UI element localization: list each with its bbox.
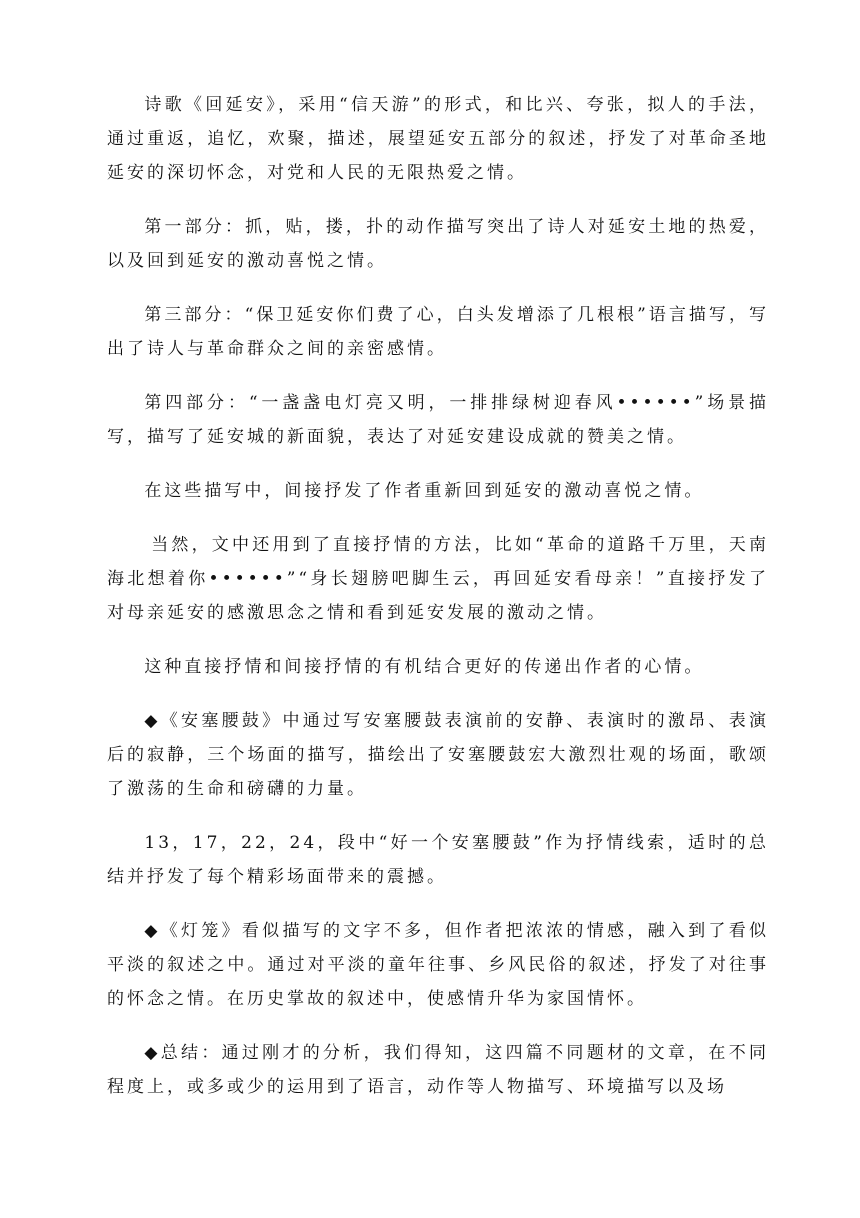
paragraph-summary: ◆总结：通过刚才的分析，我们得知，这四篇不同题材的文章，在不同程度上，或多或少的运用到了语言，动作等人物描写、环境描写以及场 — [107, 1043, 769, 1097]
paragraph-hui-yanan-summary: 诗歌《回延安》，采用“信天游”的形式，和比兴、夸张，拟人的手法，通过重返，追忆，欢聚，描述，展望延安五部分的叙述，抒发了对革命圣地延安的深切怀念，对党和人民的无限热爱之情。 — [107, 95, 769, 183]
paragraph-combination: 这种直接抒情和间接抒情的有机结合更好的传递出作者的心情。 — [144, 657, 705, 677]
paragraph-lyric-clue: 13，17，22，24，段中“好一个安塞腰鼓”作为抒情线索，适时的总结并抒发了每个精彩场面带来的震撼。 — [107, 833, 769, 887]
paragraph-part-three: 第三部分：“保卫延安你们费了心，白头发增添了几根根”语言描写，写出了诗人与革命群众之间的亲密感情。 — [107, 305, 769, 359]
paragraph-indirect-lyricism: 在这些描写中，间接抒发了作者重新回到延安的激动喜悦之情。 — [144, 481, 705, 501]
paragraph-part-one: 第一部分：抓，贴，搂，扑的动作描写突出了诗人对延安土地的热爱，以及回到延安的激动喜悦之情。 — [107, 217, 769, 271]
paragraph-part-four: 第四部分：“一盏盏电灯亮又明，一排排绿树迎春风••••••”场景描写，描写了延安城的新面貌，表达了对延安建设成就的赞美之情。 — [107, 393, 769, 447]
paragraph-lantern: ◆《灯笼》看似描写的文字不多，但作者把浓浓的情感，融入到了看似平淡的叙述之中。通过对平淡的童年往事、乡风民俗的叙述，抒发了对往事的怀念之情。在历史掌故的叙述中，使感情升华为家国情怀。 — [107, 921, 769, 1009]
paragraph-direct-lyricism: 当然，文中还用到了直接抒情的方法，比如“革命的道路千万里，天南海北想着你••••••”“身长翅膀吧脚生云，再回延安看母亲！”直接抒发了对母亲延安的感激思念之情和看到延安发展的激动之情。 — [107, 535, 769, 623]
paragraph-ansai-waist-drum: ◆《安塞腰鼓》中通过写安塞腰鼓表演前的安静、表演时的激昂、表演后的寂静，三个场面的描写，描绘出了安塞腰鼓宏大激烈壮观的场面，歌颂了激荡的生命和磅礴的力量。 — [107, 711, 769, 799]
document-body — [107, 88, 769, 1124]
